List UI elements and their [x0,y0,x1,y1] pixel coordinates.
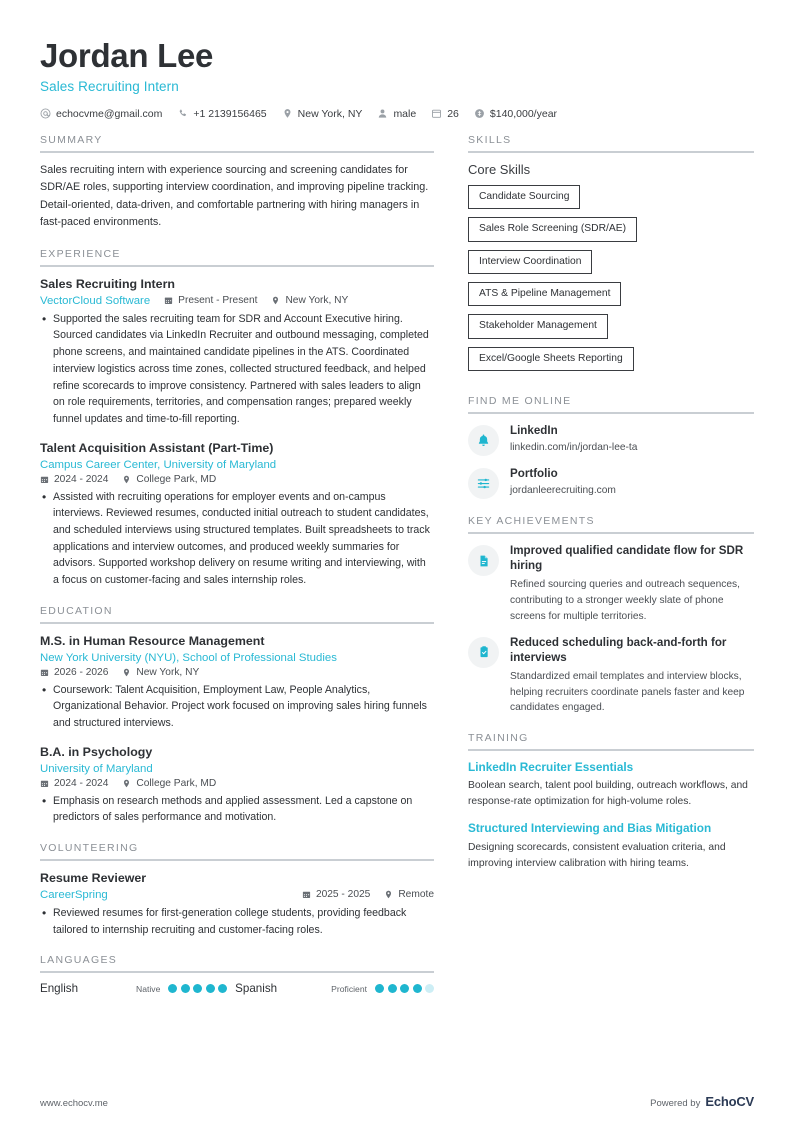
contact-email[interactable] [40,108,162,120]
calendar-icon [40,668,49,677]
location-icon [384,890,393,899]
footer-brand-name: EchoCV [705,1094,754,1109]
education-degree: M.S. in Human Resource Management [40,633,265,648]
salary-icon [474,108,485,119]
section-title-education: EDUCATION [40,605,434,624]
rating-dot [181,984,190,993]
online-profile-label: Portfolio [510,467,558,481]
achievement-item [468,635,754,717]
bullet-item: • Assisted with recruiting operations for employer events and on-campus interviews. Reviewed resumes, conducted initial outreach to student candidates, and scheduled interviews using structured templates. Built spreadsheets to track applications and interview outcomes, and produced weekly summaries for advisors. Supported workshop delivery on resume writing and interviewing, with a focus on customer-facing and sales internship roles. [40,489,434,589]
section-training [468,732,754,871]
education-entry [40,744,434,826]
education-location [122,667,199,678]
contact-phone-value: +1 2139156465 [193,107,267,120]
language-name: Spanish [235,982,278,996]
summary-text: Sales recruiting intern with experience sourcing and screening candidates for SDR/AE roles, supporting interview coordination, and improving pipeline tracking. Detail-oriented, data-driven, and comfortable partnering with hiring managers in fast-paced environments. [40,163,429,229]
location-icon [122,668,131,677]
contact-age [431,108,459,120]
contact-phone[interactable] [177,108,266,120]
experience-org[interactable]: VectorCloud Software [40,294,151,307]
volunteering-org[interactable]: CareerSpring [40,888,108,901]
skill-chip: Stakeholder Management [468,314,608,338]
clipboard-check-icon [468,637,499,668]
volunteering-meta-right [302,889,434,900]
education-dates-value: 2024 - 2024 [54,777,109,789]
achievement-title: Reduced scheduling back-and-forth for interviews [510,635,727,664]
section-title-skills: SKILLS [468,134,754,153]
education-school[interactable]: New York University (NYU), School of Professional Studies [40,651,337,664]
person-icon [377,108,388,119]
contact-gender [377,108,416,120]
achievement-item [468,543,754,625]
education-entry [40,633,434,732]
experience-location-value: New York, NY [285,295,349,307]
volunteering-dates [302,889,370,900]
education-location-value: New York, NY [136,666,200,678]
section-summary [40,134,434,232]
section-experience [40,248,434,589]
experience-role: Sales Recruiting Intern [40,276,175,291]
experience-org[interactable]: Campus Career Center, University of Maryland [40,458,277,471]
volunteering-meta [40,889,434,901]
language-level: Proficient [331,983,367,994]
achievement-description: Refined sourcing queries and outreach sequences, contributing to a stronger weekly slate of phone screens for multiple territories. [510,579,740,622]
volunteering-entry [40,870,434,938]
contact-location [282,108,363,120]
training-description: Boolean search, talent pool building, outreach workflows, and response-rate optimization for high-volume roles. [468,780,748,808]
experience-meta [40,295,434,307]
experience-org-row [40,459,434,471]
language-name: English [40,982,79,996]
experience-entry [40,276,434,428]
bullet-item: • Supported the sales recruiting team for SDR and Account Executive hiring. Sourced candidates via LinkedIn Recruiter and outbound messaging, completed phone screens, and maintained candidate pipelines in the ATS. Coordinated interview logistics across time zones, collected structured feedback, and helped refine scorecards to improve consistency. Partnered with sales leaders to align on role requirements, territories, and compensation ranges; prepared weekly funnel updates and time-to-fill reporting. [40,311,434,428]
contact-gender-value: male [393,107,417,120]
bullet-item: • Reviewed resumes for first-generation college students, providing feedback tailored to internship recruiting and customer-facing roles. [40,905,434,938]
education-school-row [40,652,434,664]
footer-branding [650,1094,754,1109]
rating-dot [400,984,409,993]
education-bullets [40,682,434,732]
volunteering-role: Resume Reviewer [40,871,147,886]
section-title-key-achievements: KEY ACHIEVEMENTS [468,515,754,534]
right-column [468,134,754,888]
sliders-icon [468,468,499,499]
section-education [40,605,434,826]
volunteering-bullets [40,905,434,938]
contact-bar [40,108,754,120]
rating-dot [413,984,422,993]
experience-bullets [40,311,434,428]
section-title-training: TRAINING [468,732,754,751]
training-title[interactable]: LinkedIn Recruiter Essentials [468,760,634,775]
language-level: Native [136,983,161,994]
phone-icon [177,108,188,119]
section-find-me-online [468,395,754,499]
skill-chip: Candidate Sourcing [468,185,580,209]
section-title-volunteering: VOLUNTEERING [40,842,434,861]
education-school[interactable]: University of Maryland [40,762,153,775]
rating-dot [206,984,215,993]
achievement-description: Standardized email templates and interview blocks, helping recruiters coordinate panels faster and keep candidates engaged. [510,670,745,714]
rating-dot-empty [425,984,434,993]
online-profile-body [510,466,754,498]
location-icon [122,475,131,484]
rating-dot [388,984,397,993]
skills-chip-list [468,185,754,379]
education-location-value: College Park, MD [136,777,217,789]
rating-dot [375,984,384,993]
experience-location [271,295,348,306]
volunteering-location [384,889,434,900]
footer-site-url[interactable]: www.echocv.me [40,1098,108,1109]
contact-email-value: echocvme@gmail.com [56,107,163,120]
online-profile-body [510,423,754,455]
online-profile-portfolio[interactable] [468,466,754,499]
education-school-row [40,763,434,775]
experience-dates [40,474,108,485]
calendar-icon [40,779,49,788]
education-meta [40,667,434,678]
location-icon [271,296,280,305]
education-dates [40,667,108,678]
volunteering-dates-value: 2025 - 2025 [315,889,371,901]
achievement-title: Improved qualified candidate flow for SDR hiring [510,544,744,573]
achievement-body [510,635,754,717]
contact-salary [474,108,557,120]
language-rating-dots [375,984,434,993]
section-title-summary: SUMMARY [40,134,434,153]
section-volunteering [40,842,434,938]
contact-location-value: New York, NY [297,107,363,120]
education-location [122,778,216,789]
candidate-job-title: Sales Recruiting Intern [40,78,179,94]
calendar-icon [431,108,442,119]
language-rating-dots [168,984,227,993]
page-footer [40,1094,754,1109]
experience-meta [40,474,434,485]
rating-dot [193,984,202,993]
location-icon [122,779,131,788]
calendar-icon [164,296,173,305]
skill-chip: Excel/Google Sheets Reporting [468,347,634,371]
document-icon [468,545,499,576]
bell-icon [468,425,499,456]
experience-entry [40,440,434,589]
location-icon [282,108,293,119]
online-profile-url[interactable]: linkedin.com/in/jordan-lee-ta [510,442,638,454]
training-title[interactable]: Structured Interviewing and Bias Mitigation [468,821,712,836]
education-dates [40,778,108,789]
resume-columns [40,134,754,1011]
section-key-achievements [468,515,754,716]
section-title-experience: EXPERIENCE [40,248,434,267]
online-profile-linkedin[interactable] [468,423,754,456]
calendar-icon [40,475,49,484]
online-profile-url[interactable]: jordanleerecruiting.com [510,485,616,497]
experience-role: Talent Acquisition Assistant (Part-Time) [40,440,274,455]
rating-dot [218,984,227,993]
online-profile-label: LinkedIn [510,424,558,438]
experience-location [122,474,216,485]
volunteering-location-value: Remote [398,889,434,901]
left-column [40,134,434,1011]
section-title-find-me-online: FIND ME ONLINE [468,395,754,414]
education-meta [40,778,434,789]
training-item [468,821,754,871]
calendar-icon [302,890,311,899]
training-item [468,760,754,810]
section-title-languages: LANGUAGES [40,954,434,973]
skill-chip: ATS & Pipeline Management [468,282,621,306]
contact-age-value: 26 [447,107,459,120]
training-description: Designing scorecards, consistent evaluation criteria, and improving interview calibration with hiring teams. [468,841,726,869]
experience-bullets [40,489,434,589]
skill-chip: Sales Role Screening (SDR/AE) [468,217,637,241]
achievement-body [510,543,754,625]
experience-location-value: College Park, MD [136,473,217,485]
education-degree: B.A. in Psychology [40,744,153,759]
bullet-item: • Coursework: Talent Acquisition, Employment Law, People Analytics, Organizational Behavior. Project work focused on improving sales hiring funnels and structured interviews. [40,682,434,732]
skills-group-title: Core Skills [468,161,531,177]
education-bullets [40,793,434,826]
language-item [40,982,235,995]
contact-salary-value: $140,000/year [489,107,558,120]
languages-row [40,982,434,995]
bullet-item: • Emphasis on research methods and applied assessment. Led a capstone on predictors of sales performance and motivation. [40,793,434,826]
footer-powered-by-label: Powered by [650,1098,701,1109]
resume-header [40,38,754,120]
section-languages [40,954,434,995]
skill-chip: Interview Coordination [468,250,592,274]
experience-dates-value: Present - Present [178,295,258,307]
experience-dates-value: 2024 - 2024 [54,473,109,485]
experience-dates [164,295,257,306]
section-skills [468,134,754,379]
candidate-name: Jordan Lee [40,37,214,74]
education-dates-value: 2026 - 2026 [54,666,109,678]
rating-dot [168,984,177,993]
language-item [235,982,434,995]
email-icon [40,108,51,119]
